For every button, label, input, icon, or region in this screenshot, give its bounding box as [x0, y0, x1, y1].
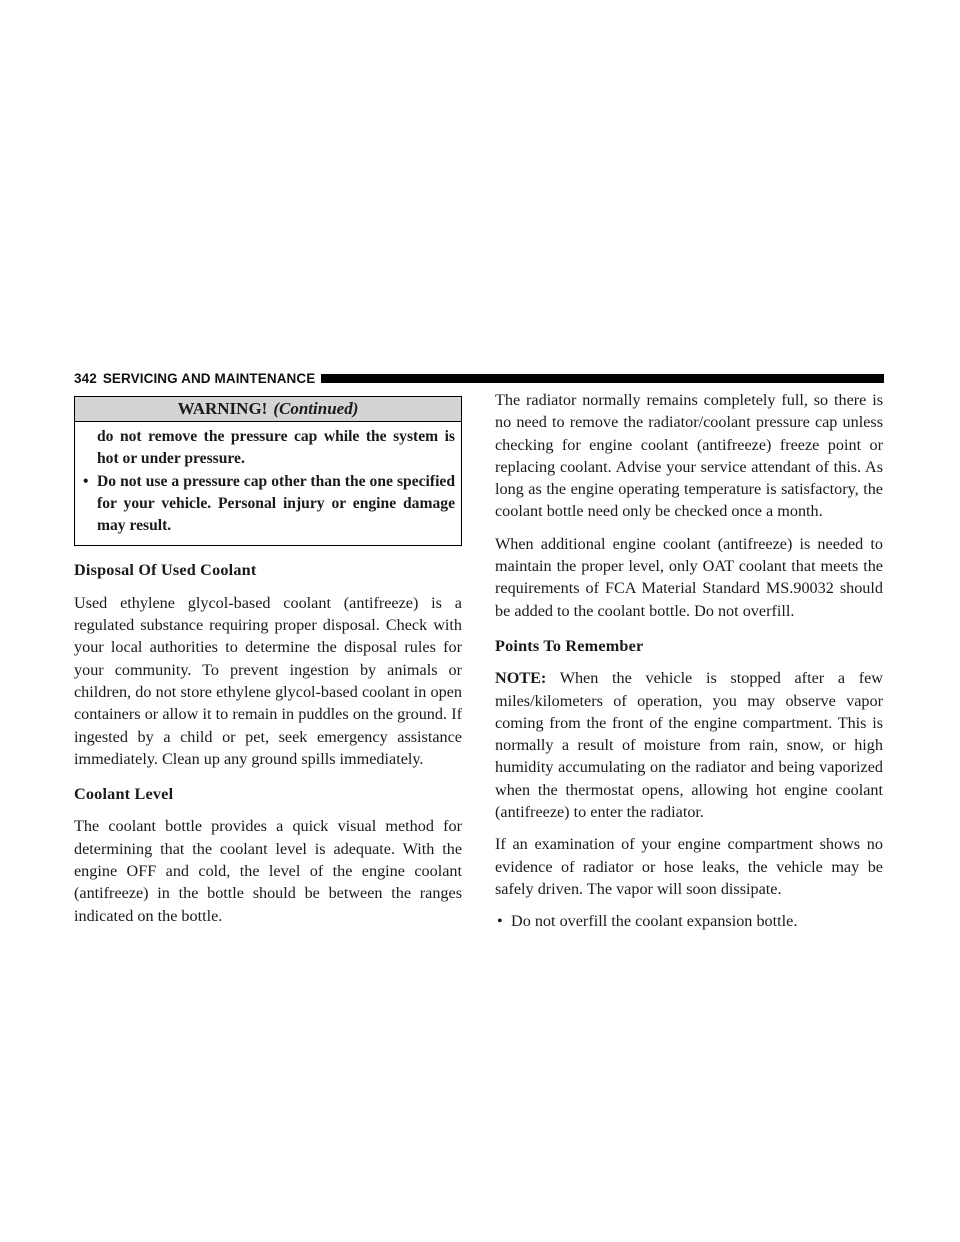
warning-bullet [83, 471, 455, 538]
note-text: When the vehicle is stopped after a few miles/kilometers of operation, you may observe vapor coming from the front of the engine compartment. This is normally a result of moisture from rain, snow, or high humidity accumulating on the radiator and being vaporized when the thermostat opens, allowing hot engine coolant (antifreeze) to enter the radiator. [495, 669, 883, 822]
disposal-heading: Disposal Of Used Coolant [74, 561, 257, 580]
warning-header [75, 397, 461, 422]
warning-box [74, 396, 462, 546]
warning-title: WARNING! [177, 399, 268, 418]
warning-body [75, 422, 461, 545]
page-number: 342 [74, 370, 97, 386]
warning-continued-text: do not remove the pressure cap while the system is hot or under pressure. [97, 428, 455, 468]
bullet-icon: • [497, 912, 503, 931]
radiator-paragraph: The radiator normally remains completely full, so there is no need to remove the radiator/coolant pressure cap unless checking for engine coolant (antifreeze) freeze point or replacing coolant. Advise your service attendant of this. As long as the engine operating temperature is satisfactory, the coolant bottle need only be checked once a month. [495, 391, 883, 521]
overfill-bullet-text: Do not overfill the coolant expansion bottle. [511, 912, 798, 931]
note-label: NOTE: [495, 669, 547, 688]
note-paragraph [495, 667, 883, 823]
left-column [74, 396, 462, 927]
points-to-remember-heading: Points To Remember [495, 636, 644, 655]
coolant-level-paragraph: The coolant bottle provides a quick visual method for determining that the coolant level is adequate. With the engine OFF and cold, the level of the engine coolant (antifreeze) in the bottle should be between the ranges indicated on the bottle. [74, 817, 462, 925]
disposal-paragraph: Used ethylene glycol-based coolant (antifreeze) is a regulated substance requiring proper disposal. Check with your local authorities to determine the disposal rules for your community. To prevent ingestion by animals or children, do not store ethylene glycol-based coolant in open containers or allow it to remain in puddles on the ground. If ingested by a child or pet, seek emergency assistance immediately. Clean up any ground spills immediately. [74, 593, 462, 768]
warning-bullet-text: Do not use a pressure cap other than the one specified for your vehicle. Personal injury or engine damage may result. [97, 472, 455, 535]
warning-subtitle: (Continued) [273, 399, 359, 418]
right-column [495, 389, 883, 933]
examination-paragraph: If an examination of your engine compartment shows no evidence of radiator or hose leaks, the vehicle may be safely driven. The vapor will soon dissipate. [495, 835, 883, 898]
additional-coolant-paragraph: When additional engine coolant (antifreeze) is needed to maintain the proper level, only OAT coolant that meets the requirements of FCA Material Standard MS.90032 should be added to the coolant bottle. Do not overfill. [495, 534, 883, 620]
page-header [74, 370, 884, 386]
bullet-icon: • [83, 472, 89, 490]
section-title: SERVICING AND MAINTENANCE [102, 370, 316, 386]
overfill-bullet [497, 910, 883, 932]
header-rule [321, 374, 884, 383]
coolant-level-heading: Coolant Level [74, 785, 174, 804]
